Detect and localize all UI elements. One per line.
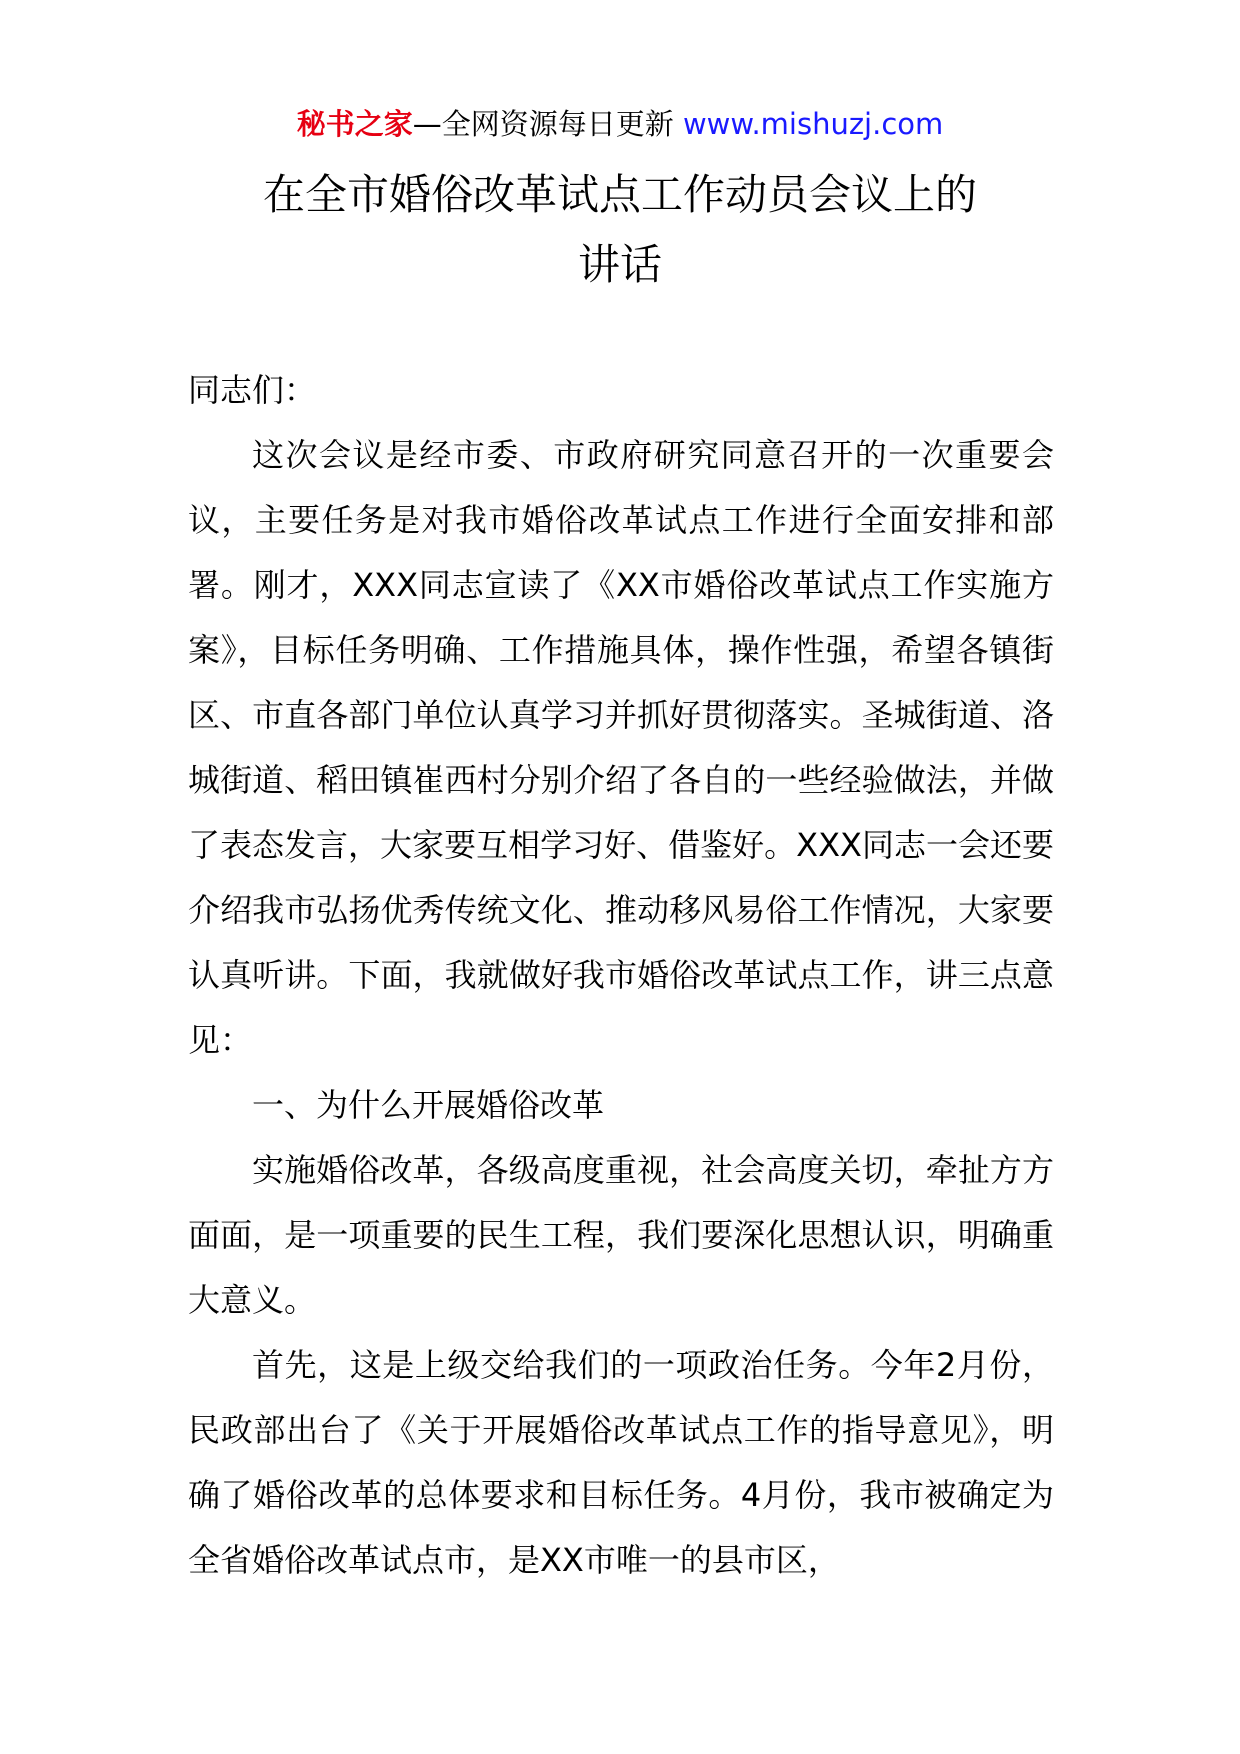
- paragraph-significance: 实施婚俗改革，各级高度重视，社会高度关切，牵扯方方面面，是一项重要的民生工程，我们要深化思想认识，明确重大意义。: [188, 1151, 1054, 1319]
- title-line-1: 在全市婚俗改革试点工作动员会议上的: [262, 170, 977, 219]
- paragraph-intro: 这次会议是经市委、市政府研究同意召开的一次重要会议，主要任务是对我市婚俗改革试点工作进行全面安排和部署。刚才，XXX同志宣读了《XX市婚俗改革试点工作实施方案》，目标任务明确、工作措施具体，操作性强，希望各镇街区、市直各部门单位认真学习并抓好贯彻落实。圣城街道、洛城街道、稻田镇崔西村分别介绍了各自的一些经验做法，并做了表态发言，大家要互相学习好、借鉴好。XXX同志一会还要介绍我市弘扬优秀传统文化、推动移风易俗工作情况，大家要认真听讲。下面，我就做好我市婚俗改革试点工作，讲三点意见：: [188, 436, 1054, 1059]
- document-body: [188, 358, 1054, 1593]
- document-title: [120, 160, 1120, 300]
- title-line-2: 讲话: [577, 240, 662, 289]
- paragraph-first-point: 首先，这是上级交给我们的一项政治任务。今年2月份，民政部出台了《关于开展婚俗改革试点工作的指导意见》，明确了婚俗改革的总体要求和目标任务。4月份，我市被确定为全省婚俗改革试点市，是XX市唯一的县市区，: [188, 1346, 1054, 1579]
- site-url-link[interactable]: www.mishuzj.com: [682, 107, 944, 141]
- section-heading-1: 一、为什么开展婚俗改革: [252, 1086, 605, 1124]
- site-tagline: —全网资源每日更新: [412, 107, 683, 141]
- site-brand: 秘书之家: [296, 107, 413, 141]
- site-header: [0, 104, 1240, 144]
- salutation: 同志们：: [188, 371, 317, 409]
